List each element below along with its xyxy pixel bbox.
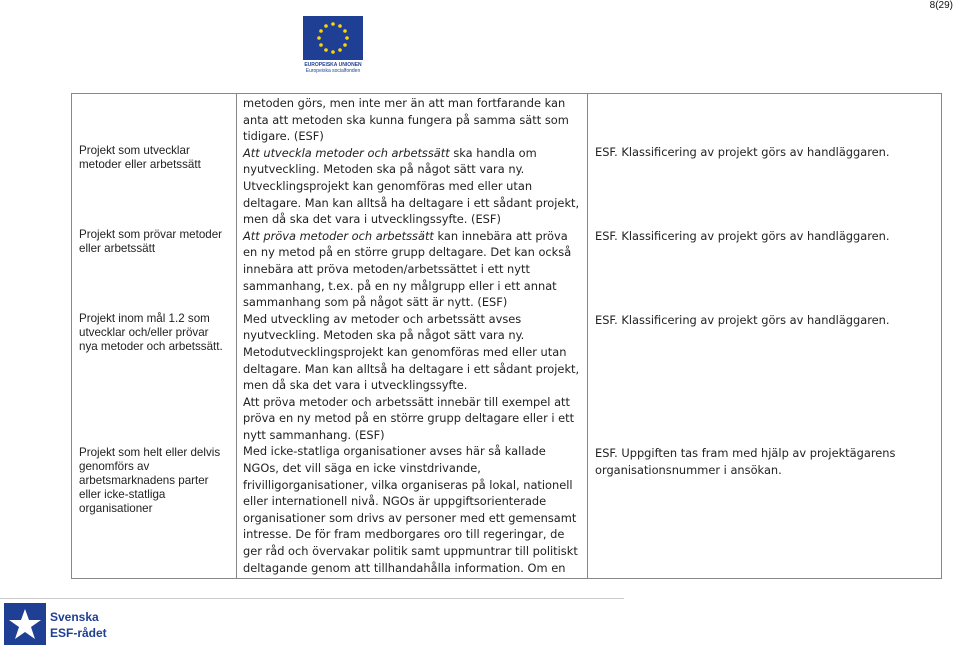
description-line: organisationer som drivs av personer med ett gemensamt [243,510,577,525]
description-line: intresse. De för fram medborgares oro till regeringar, de [243,527,565,542]
source-note-3: ESF. Klassificering av projekt görs av handläggaren. [595,313,890,327]
classification-table [71,93,942,579]
description-line: tidigare. (ESF) [243,129,324,144]
description-line: Att pröva metoder och arbetssätt kan innebära att pröva [243,228,568,243]
row-label-1: Projekt som utvecklar metoder eller arbetssätt [79,144,201,171]
esf-star-icon [4,603,46,645]
row-label-2: Projekt som prövar metoder eller arbetssätt [79,228,223,255]
footer-logo-text: Svenska ESF-rådet [50,610,107,640]
eu-logo-line2: Europeiska socialfonden [305,68,361,74]
description-line: Att pröva metoder och arbetssätt innebär till exempel att [243,394,570,409]
source-column [588,94,942,579]
label-column [72,94,237,579]
description-line: eller internationell nivå. NGOs är uppgiftsorienterade [243,494,547,509]
row-label-3: Projekt inom mål 1.2 som utvecklar och/eller prövar nya metoder och arbetssätt. [79,312,223,353]
description-column [237,94,588,579]
description-line: deltagare. Man kan alltså ha deltagare i ett sådant projekt, [243,361,580,376]
description-line: Med icke-statliga organisationer avses här så kallade [243,444,546,459]
source-note-4: ESF. Uppgiften tas fram med hjälp av projektägarens organisationsnummer i ansökan. [595,446,896,477]
description-line: nytt sammanhang. (ESF) [243,427,385,442]
description-line: deltagande genom att tillhandahålla information. Om en [243,560,566,575]
footer-divider [0,598,624,599]
description-line: men då ska det vara i utvecklingssyfte. (ESF) [243,212,501,227]
description-text [243,95,579,576]
description-line: NGOs, det vill säga en icke vinstdrivande, [243,461,481,476]
description-line: ger råd och övervakar politik samt uppmuntrar till politiskt [243,544,578,559]
description-line: nyutveckling. Metoden ska på något sätt vara ny. [243,328,525,343]
description-line: Utvecklingsprojekt kan genomföras med eller utan [243,178,533,193]
description-line: nyutveckling. Metoden ska på något sätt vara ny. [243,162,525,177]
eu-flag-icon [303,16,363,60]
description-line: innebära att pröva metoden/arbetssättet i ett nytt [243,261,530,276]
description-line: Metodutvecklingsprojekt kan genomföras med eller utan [243,344,567,359]
eu-logo-line1: EUROPEISKA UNIONEN [304,62,362,68]
source-note-1: ESF. Klassificering av projekt görs av handläggaren. [595,145,890,159]
description-line: sammanhang, t.ex. på en ny målgrupp eller i ett annat [243,278,557,293]
row-label-4: Projekt som helt eller delvis genomförs av arbetsmarknadens parter eller icke-statliga organisationer [79,446,221,515]
page-number: 8(29) [929,0,953,11]
description-line: Med utveckling av metoder och arbetssätt avses [243,311,522,326]
description-line: anta att metoden ska kunna fungera på samma sätt som [243,112,569,127]
description-line: Att utveckla metoder och arbetssätt ska handla om [243,145,537,160]
description-line: men då ska det vara i utvecklingssyfte. [243,378,468,393]
description-line: pröva en ny metod på en större grupp deltagare eller i ett [243,411,575,426]
description-line: sammanhang som på något sätt är nytt. (ESF) [243,295,508,310]
eu-logo [303,16,363,74]
description-line: frivilligorganisationer, vilka organiseras på lokal, nationell [243,477,573,492]
source-note-2: ESF. Klassificering av projekt görs av handläggaren. [595,229,890,243]
description-line: deltagare. Man kan alltså ha deltagare i ett sådant projekt, [243,195,580,210]
description-line: metoden görs, men inte mer än att man fortfarande kan [243,96,566,110]
description-line: en ny metod på en större grupp deltagare. Det kan också [243,245,572,260]
